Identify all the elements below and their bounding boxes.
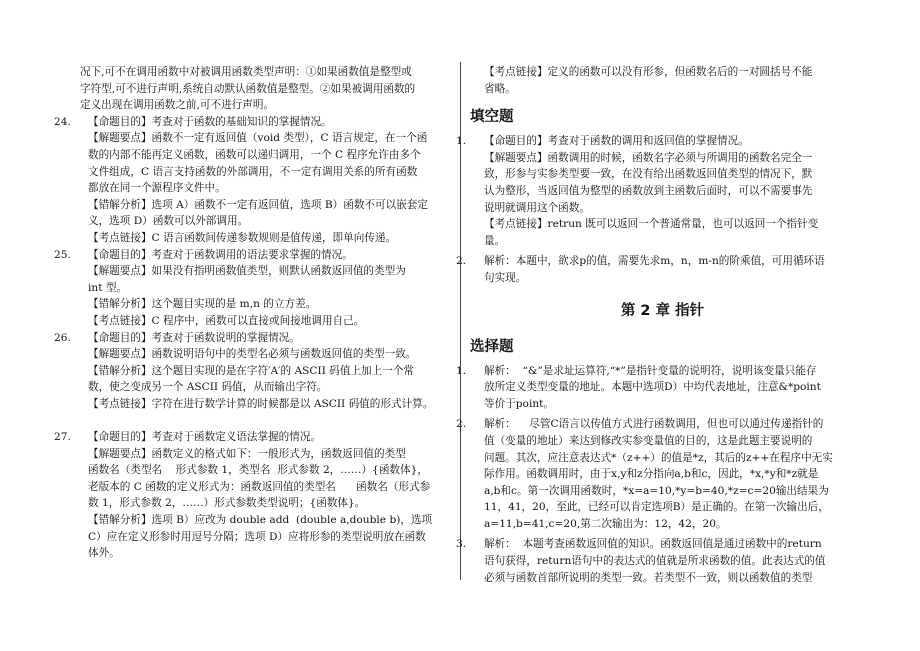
item-number: 24.: [54, 115, 71, 128]
text-line: 【考点链接】C 程序中，函数可以直接或间接地调用自己。: [88, 314, 365, 327]
text-line: 问题。其次，应注意表达式*（z++）的值是*z，其后的z++在程序中无实: [484, 451, 833, 464]
text-line: 【命题目的】考查对于函数的基础知识的掌握情况。: [88, 115, 332, 128]
answer-item-27: [54, 429, 450, 562]
text-line: 数的内部不能再定义函数，函数可以递归调用，一个 C 程序允许由多个: [88, 148, 421, 161]
right-column: [456, 64, 855, 586]
item-number: 2.: [456, 255, 467, 268]
text-line: 致，形参与实参类型要一致，在没有给出函数返回值类型的情况下，默: [484, 168, 813, 181]
text-line: 【命题目的】考查对于函数说明的掌握情况。: [88, 331, 300, 344]
text-line: 【解题要点】函数不一定有返回值（void 类型），C 语言规定，在一个函: [88, 132, 428, 145]
item-number: 25.: [54, 248, 71, 261]
text-line: 值（变量的地址）来达到修改实参变量值的目的，这是此题主要说明的: [484, 434, 813, 447]
section-title-fill-in: 填空题: [470, 109, 514, 126]
text-line: 【解题要点】如果没有指明函数值类型，则默认函数返回值的类型为: [88, 265, 406, 278]
text-line: 解析： “&”是求址运算符,“*”是指针变量的说明符，说明该变量只能存: [484, 364, 817, 377]
text-line: 解析：本题中，欲求p的值，需要先求m，n，m-n的阶乘值，可用循环语: [484, 255, 825, 268]
text-line: 解析： 尽管C语言以传值方式进行函数调用，但也可以通过传递指针的: [484, 418, 824, 431]
fill-item-2: [456, 253, 855, 286]
text-line: 【命题目的】考查对于函数定义语法掌握的情况。: [88, 431, 322, 444]
answer-item-26: [54, 330, 450, 413]
text-line: 【解题要点】函数说明语句中的类型名必须与函数返回值的类型一致。: [88, 348, 417, 361]
text-line: 【错解分析】这个题目实现的是 m,n 的立方差。: [88, 298, 317, 311]
text-line: 【考点链接】retrun 既可以返回一个普通常量，也可以返回一个指针变: [484, 218, 819, 231]
text-line: 认为整形，当返回值为整型的函数放到主函数后面时，可以不需要事先: [484, 184, 813, 197]
text-line: 【错解分析】选项 A）函数不一定有返回值，选项 B）函数不可以嵌套定: [88, 198, 428, 211]
text-line: 11，41，20，至此，已经可以肯定选项B）是正确的。在第一次输出后，: [484, 501, 829, 514]
text-line: 说明就调用这个函数。: [484, 201, 590, 214]
text-line: 函数名（类型名 形式参数 1，类型名 形式参数 2，……）{函数体}，: [88, 464, 428, 477]
text-line: 都放在同一个源程序文件中。: [88, 182, 226, 195]
choice-item-2: [456, 416, 855, 532]
text-line: C）应在定义形参时用逗号分隔；选项 D）应将形参的类型说明放在函数: [88, 530, 426, 543]
text-line: a,b和c。第一次调用函数时，*x=a=10,*y=b=40,*z=c=20输出结果为: [484, 484, 829, 497]
text-line: 字符型,可不进行声明,系统自动默认函数值是整型。②如果被调用函数的: [80, 82, 416, 95]
intro-paragraph: [80, 64, 450, 114]
spacer: [80, 412, 450, 429]
item-number: 2.: [456, 418, 467, 431]
text-line: a=11,b=41,c=20,第二次输出为：12，42，20。: [484, 517, 727, 530]
text-line: 句实现。: [484, 271, 527, 284]
text-line: 语句获得，return语句中的表达式的值就是所求函数的值。此表达式的值: [484, 555, 826, 568]
continued-paragraph: [470, 64, 855, 97]
item-number: 26.: [54, 331, 71, 344]
item-number: 1.: [456, 364, 467, 377]
text-line: 际作用。函数调用时，由于x,y和z分指向a,b和c，因此，*x,*y和*z就是: [484, 468, 819, 481]
section-title-multiple-choice: 选择题: [470, 338, 514, 355]
fill-item-1: [456, 133, 855, 249]
chapter-title: 第 2 章 指针: [620, 302, 705, 319]
text-line: 必须与函数首部所说明的类型一致。若类型不一致，则以函数值的类型: [484, 571, 813, 584]
choice-item-3: [456, 536, 855, 586]
text-line: 【考点链接】定义的函数可以没有形参，但函数名后的一对圆括号不能: [484, 66, 813, 78]
left-column: [54, 64, 450, 562]
text-line: 【考点链接】字符在进行数学计算的时候都是以 ASCII 码值的形式计算。: [88, 397, 434, 410]
text-line: 数 1，形式参数 2，……）形式参数类型说明；{函数体}。: [88, 497, 366, 510]
item-number: 3.: [456, 538, 467, 551]
answer-item-25: [54, 247, 450, 330]
text-line: 【考点链接】C 语言函数间传递参数规则是值传递，即单向传递。: [88, 231, 397, 244]
text-line: 文件组成，C 语言支持函数的外部调用，不一定有调用关系的所有函数: [88, 165, 418, 178]
text-line: 量。: [484, 234, 506, 247]
text-line: 【命题目的】考查对于函数调用的语法要求掌握的情况。: [88, 248, 353, 261]
choice-item-1: [456, 363, 855, 413]
text-line: 况下,可不在调用函数中对被调用函数类型声明：①如果函数值是整型或: [80, 66, 412, 78]
text-line: 数，使之变成另一个 ASCII 码值，从而输出字符。: [88, 381, 328, 394]
text-line: 【错解分析】这个题目实现的是在字符′A′的 ASCII 码值上加上一个常: [88, 364, 415, 377]
item-number: 27.: [54, 431, 71, 444]
text-line: 【错解分析】选项 B）应改为 double add (double a,double b)，选项: [88, 514, 433, 527]
text-line: 【解题要点】函数定义的格式如下：一般形式为，函数返回值的类型: [88, 447, 406, 460]
text-line: 放所定义类型变量的地址。本题中选项D）中均代表地址，注意&*point: [484, 381, 821, 394]
text-line: 义，选项 D）函数可以外部调用。: [88, 215, 249, 228]
text-line: 解析： 本题考查函数返回值的知识。函数返回值是通过函数中的return: [484, 538, 822, 551]
text-line: 【命题目的】考查对于函数的调用和返回值的掌握情况。: [484, 135, 749, 148]
text-line: 省略。: [484, 82, 516, 95]
answer-item-24: [54, 114, 450, 247]
text-line: 等价于point。: [484, 397, 555, 410]
text-line: 【解题要点】函数调用的时候，函数名字必须与所调用的函数名完全一: [484, 151, 813, 164]
text-line: 老版本的 C 函数的定义形式为：函数返回值的类型名 函数名（形式参: [88, 480, 431, 493]
text-line: 定义出现在调用函数之前,可不进行声明。: [80, 99, 275, 112]
item-number: 1.: [456, 135, 467, 148]
text-line: int 型。: [88, 281, 128, 294]
text-line: 体外。: [88, 547, 120, 560]
